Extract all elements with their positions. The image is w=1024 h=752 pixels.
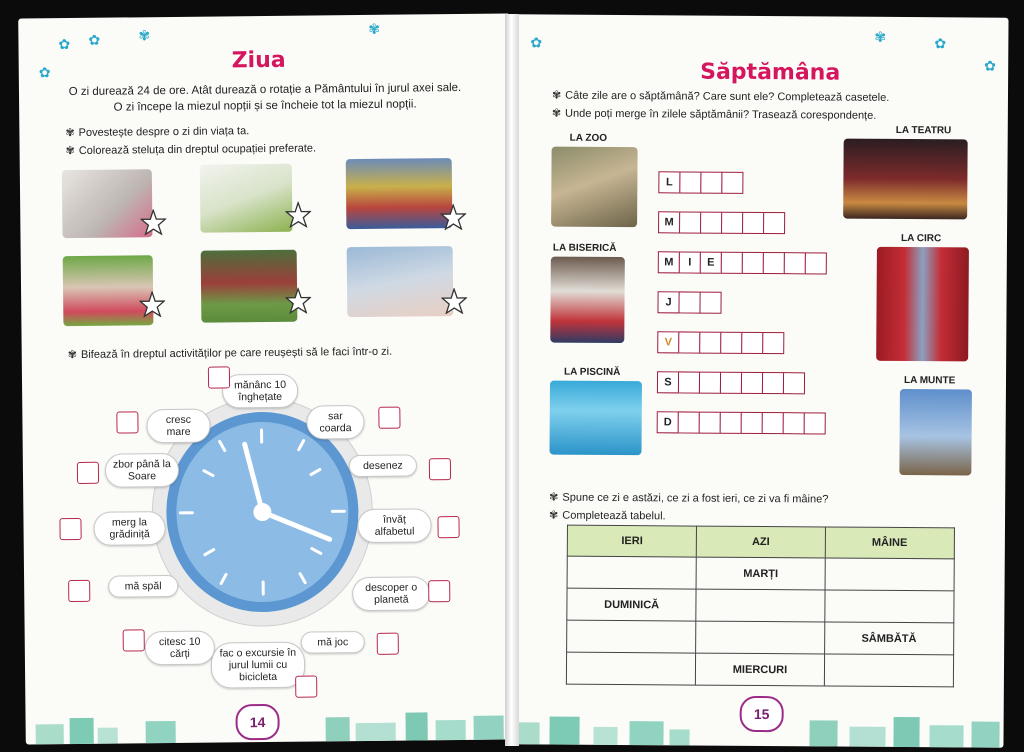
letter-box[interactable]: I	[679, 251, 701, 273]
activity-checkbox[interactable]	[377, 633, 399, 655]
letter-box[interactable]	[763, 252, 785, 274]
page-title: Săptămâna	[700, 59, 841, 86]
check-instruction: ✾ Bifează în dreptul activităților pe care reușești să le faci într-o zi.	[67, 345, 393, 362]
activity-checkbox[interactable]	[59, 518, 81, 540]
letter-box[interactable]	[762, 412, 784, 434]
days-table	[566, 525, 955, 688]
table-cell[interactable]	[566, 652, 696, 685]
letter-box[interactable]	[699, 332, 721, 354]
letter-box[interactable]	[721, 212, 743, 234]
photo-zoo	[551, 147, 638, 228]
letter-box[interactable]	[679, 171, 701, 193]
activity-bubble: citesc 10 cărți	[145, 631, 215, 666]
table-row	[566, 652, 953, 687]
activity-checkbox[interactable]	[437, 516, 459, 538]
flower-bullet-icon: ✾	[551, 107, 562, 120]
letter-box[interactable]	[720, 332, 742, 354]
weekday-row	[658, 411, 826, 434]
letter-box[interactable]: M	[658, 211, 680, 233]
place-label: LA BISERICĂ	[552, 242, 617, 255]
activity-checkbox[interactable]	[208, 366, 230, 388]
dandelion-icon: ✿	[530, 34, 543, 51]
letter-box[interactable]	[763, 212, 785, 234]
activity-bubble: mă spăl	[108, 575, 178, 598]
letter-box[interactable]	[805, 252, 827, 274]
photo-church	[550, 257, 625, 344]
instruction-2: ✾ Colorează steluța din dreptul ocupației preferate.	[65, 141, 317, 158]
photo-child-sleeping	[347, 246, 454, 317]
letter-box[interactable]: S	[657, 371, 679, 393]
letter-box[interactable]	[678, 371, 700, 393]
question-2: ✾ Unde poți merge în zilele săptămânii? Trasează corespondențe.	[551, 107, 877, 122]
activity-checkbox[interactable]	[123, 629, 145, 651]
weekday-row	[659, 211, 785, 234]
letter-box[interactable]	[783, 372, 805, 394]
place-label: LA TEATRU	[895, 124, 952, 137]
activity-bubble: mănânc 10 înghețate	[222, 374, 298, 409]
activity-bubble: merg la grădiniță	[93, 511, 165, 546]
instruction-1: ✾ Povestește despre o zi din viața ta.	[65, 124, 250, 140]
table-cell[interactable]	[696, 621, 824, 654]
letter-box[interactable]: V	[657, 331, 679, 353]
dandelion-icon: ✾	[138, 27, 151, 44]
letter-box[interactable]	[762, 332, 784, 354]
place-label: LA ZOO	[569, 132, 608, 144]
dandelion-icon: ✿	[88, 31, 101, 48]
photo-mountain	[899, 389, 972, 476]
activity-bubble: zbor până la Soare	[105, 453, 179, 488]
activity-checkbox[interactable]	[429, 458, 451, 480]
dandelion-icon: ✾	[368, 20, 381, 37]
letter-box[interactable]	[699, 412, 721, 434]
letter-box[interactable]	[720, 412, 742, 434]
page-number: 14	[235, 704, 279, 740]
activity-bubble: desenez	[349, 454, 417, 477]
letter-box[interactable]	[721, 172, 743, 194]
star-icon[interactable]	[140, 209, 166, 235]
letter-box[interactable]	[721, 252, 743, 274]
place-label: LA CIRC	[900, 232, 942, 245]
letter-box[interactable]: D	[657, 411, 679, 433]
dandelion-icon: ✿	[38, 64, 51, 81]
dandelion-icon: ✿	[58, 36, 71, 53]
letter-box[interactable]	[700, 212, 722, 234]
letter-box[interactable]	[804, 412, 826, 434]
table-cell[interactable]: MARȚI	[696, 557, 824, 590]
table-row	[567, 620, 954, 655]
table-instruction-2: ✾ Completează tabelul.	[549, 509, 666, 522]
letter-box[interactable]	[700, 172, 722, 194]
letter-box[interactable]	[699, 372, 721, 394]
table-cell[interactable]	[824, 590, 954, 623]
letter-box[interactable]: J	[657, 291, 679, 313]
left-page	[18, 13, 516, 744]
activity-checkbox[interactable]	[428, 580, 450, 602]
letter-box[interactable]	[742, 212, 764, 234]
table-header: AZI	[697, 526, 825, 558]
activity-checkbox[interactable]	[68, 580, 90, 602]
activity-checkbox[interactable]	[378, 407, 400, 429]
photo-children-classroom	[346, 158, 453, 229]
activity-bubble: cresc mare	[146, 409, 210, 444]
table-cell[interactable]: DUMINICĂ	[567, 588, 697, 621]
question-1: ✾ Câte zile are o săptămână? Care sunt ele? Completează casetele.	[551, 89, 890, 104]
letter-box[interactable]	[678, 331, 700, 353]
table-cell[interactable]	[824, 654, 954, 687]
photo-circus	[876, 247, 969, 362]
star-icon[interactable]	[139, 291, 165, 317]
flower-bullet-icon: ✾	[551, 89, 562, 102]
intro-text: O zi durează 24 de ore. Atât durează o rotație a Pământului în jurul axei sale. O zi începe la miezul nopții și se încheie tot la miezul nopții.	[68, 81, 462, 114]
activity-bubble: învăț alfabetul	[357, 508, 431, 543]
dandelion-icon: ✿	[934, 35, 947, 52]
flower-bullet-icon: ✾	[67, 348, 78, 362]
letter-box[interactable]: M	[658, 251, 680, 273]
photo-theatre	[843, 139, 968, 220]
table-header: MÂINE	[825, 527, 955, 559]
table-cell[interactable]: SÂMBĂTĂ	[824, 622, 954, 655]
letter-box[interactable]	[678, 291, 700, 313]
flower-bullet-icon: ✾	[549, 491, 559, 504]
letter-box[interactable]	[679, 211, 701, 233]
letter-box[interactable]	[741, 372, 763, 394]
table-cell[interactable]: MIERCURI	[696, 653, 824, 686]
table-header: IERI	[567, 525, 697, 557]
star-icon[interactable]	[285, 288, 311, 314]
star-icon[interactable]	[285, 202, 311, 228]
activity-bubble: fac o excursie în jurul lumii cu bicicleta	[211, 642, 305, 689]
letter-box[interactable]	[783, 412, 805, 434]
activity-checkbox[interactable]	[77, 462, 99, 484]
photo-child-reading	[62, 169, 153, 238]
table-instruction-1: ✾ Spune ce zi e astăzi, ce zi a fost ieri, ce zi va fi mâine?	[549, 491, 829, 505]
letter-box[interactable]	[699, 292, 721, 314]
place-label: LA MUNTE	[903, 375, 956, 387]
letter-box[interactable]	[678, 411, 700, 433]
photo-pool	[549, 381, 642, 456]
letter-box[interactable]	[762, 372, 784, 394]
weekday-row	[658, 371, 805, 394]
letter-box[interactable]	[720, 372, 742, 394]
star-icon[interactable]	[441, 288, 467, 314]
weekday-row	[658, 331, 784, 354]
table-cell[interactable]	[567, 556, 697, 589]
photo-child-eating	[200, 164, 293, 233]
star-icon[interactable]	[440, 204, 466, 230]
letter-box[interactable]: L	[658, 171, 680, 193]
activity-bubble: sar coarda	[306, 405, 364, 440]
activity-bubble: mă joc	[301, 631, 365, 654]
letter-box[interactable]	[741, 412, 763, 434]
activity-checkbox[interactable]	[295, 675, 317, 697]
letter-box[interactable]	[741, 332, 763, 354]
table-cell[interactable]	[825, 558, 955, 591]
dandelion-icon: ✾	[874, 28, 887, 45]
weekday-row	[659, 251, 827, 274]
table-cell[interactable]	[567, 620, 697, 653]
weekday-row	[659, 171, 743, 194]
flower-bullet-icon: ✾	[549, 509, 559, 522]
table-cell[interactable]	[696, 589, 824, 622]
book-spine	[505, 14, 519, 746]
flower-bullet-icon: ✾	[65, 145, 75, 158]
table-row	[567, 588, 954, 623]
letter-box[interactable]	[784, 252, 806, 274]
right-page	[509, 14, 1008, 747]
table-row	[567, 556, 954, 591]
activity-checkbox[interactable]	[116, 411, 138, 433]
page-number: 15	[740, 696, 784, 732]
flower-bullet-icon: ✾	[65, 127, 75, 140]
activity-bubble: descoper o planetă	[352, 576, 430, 611]
dandelion-icon: ✿	[984, 57, 996, 74]
letter-box[interactable]: E	[700, 252, 722, 274]
photo-children-football	[201, 250, 298, 323]
place-label: LA PISCINĂ	[564, 366, 621, 379]
weekday-row	[658, 291, 721, 313]
letter-box[interactable]	[742, 252, 764, 274]
page-title: Ziua	[231, 47, 286, 74]
